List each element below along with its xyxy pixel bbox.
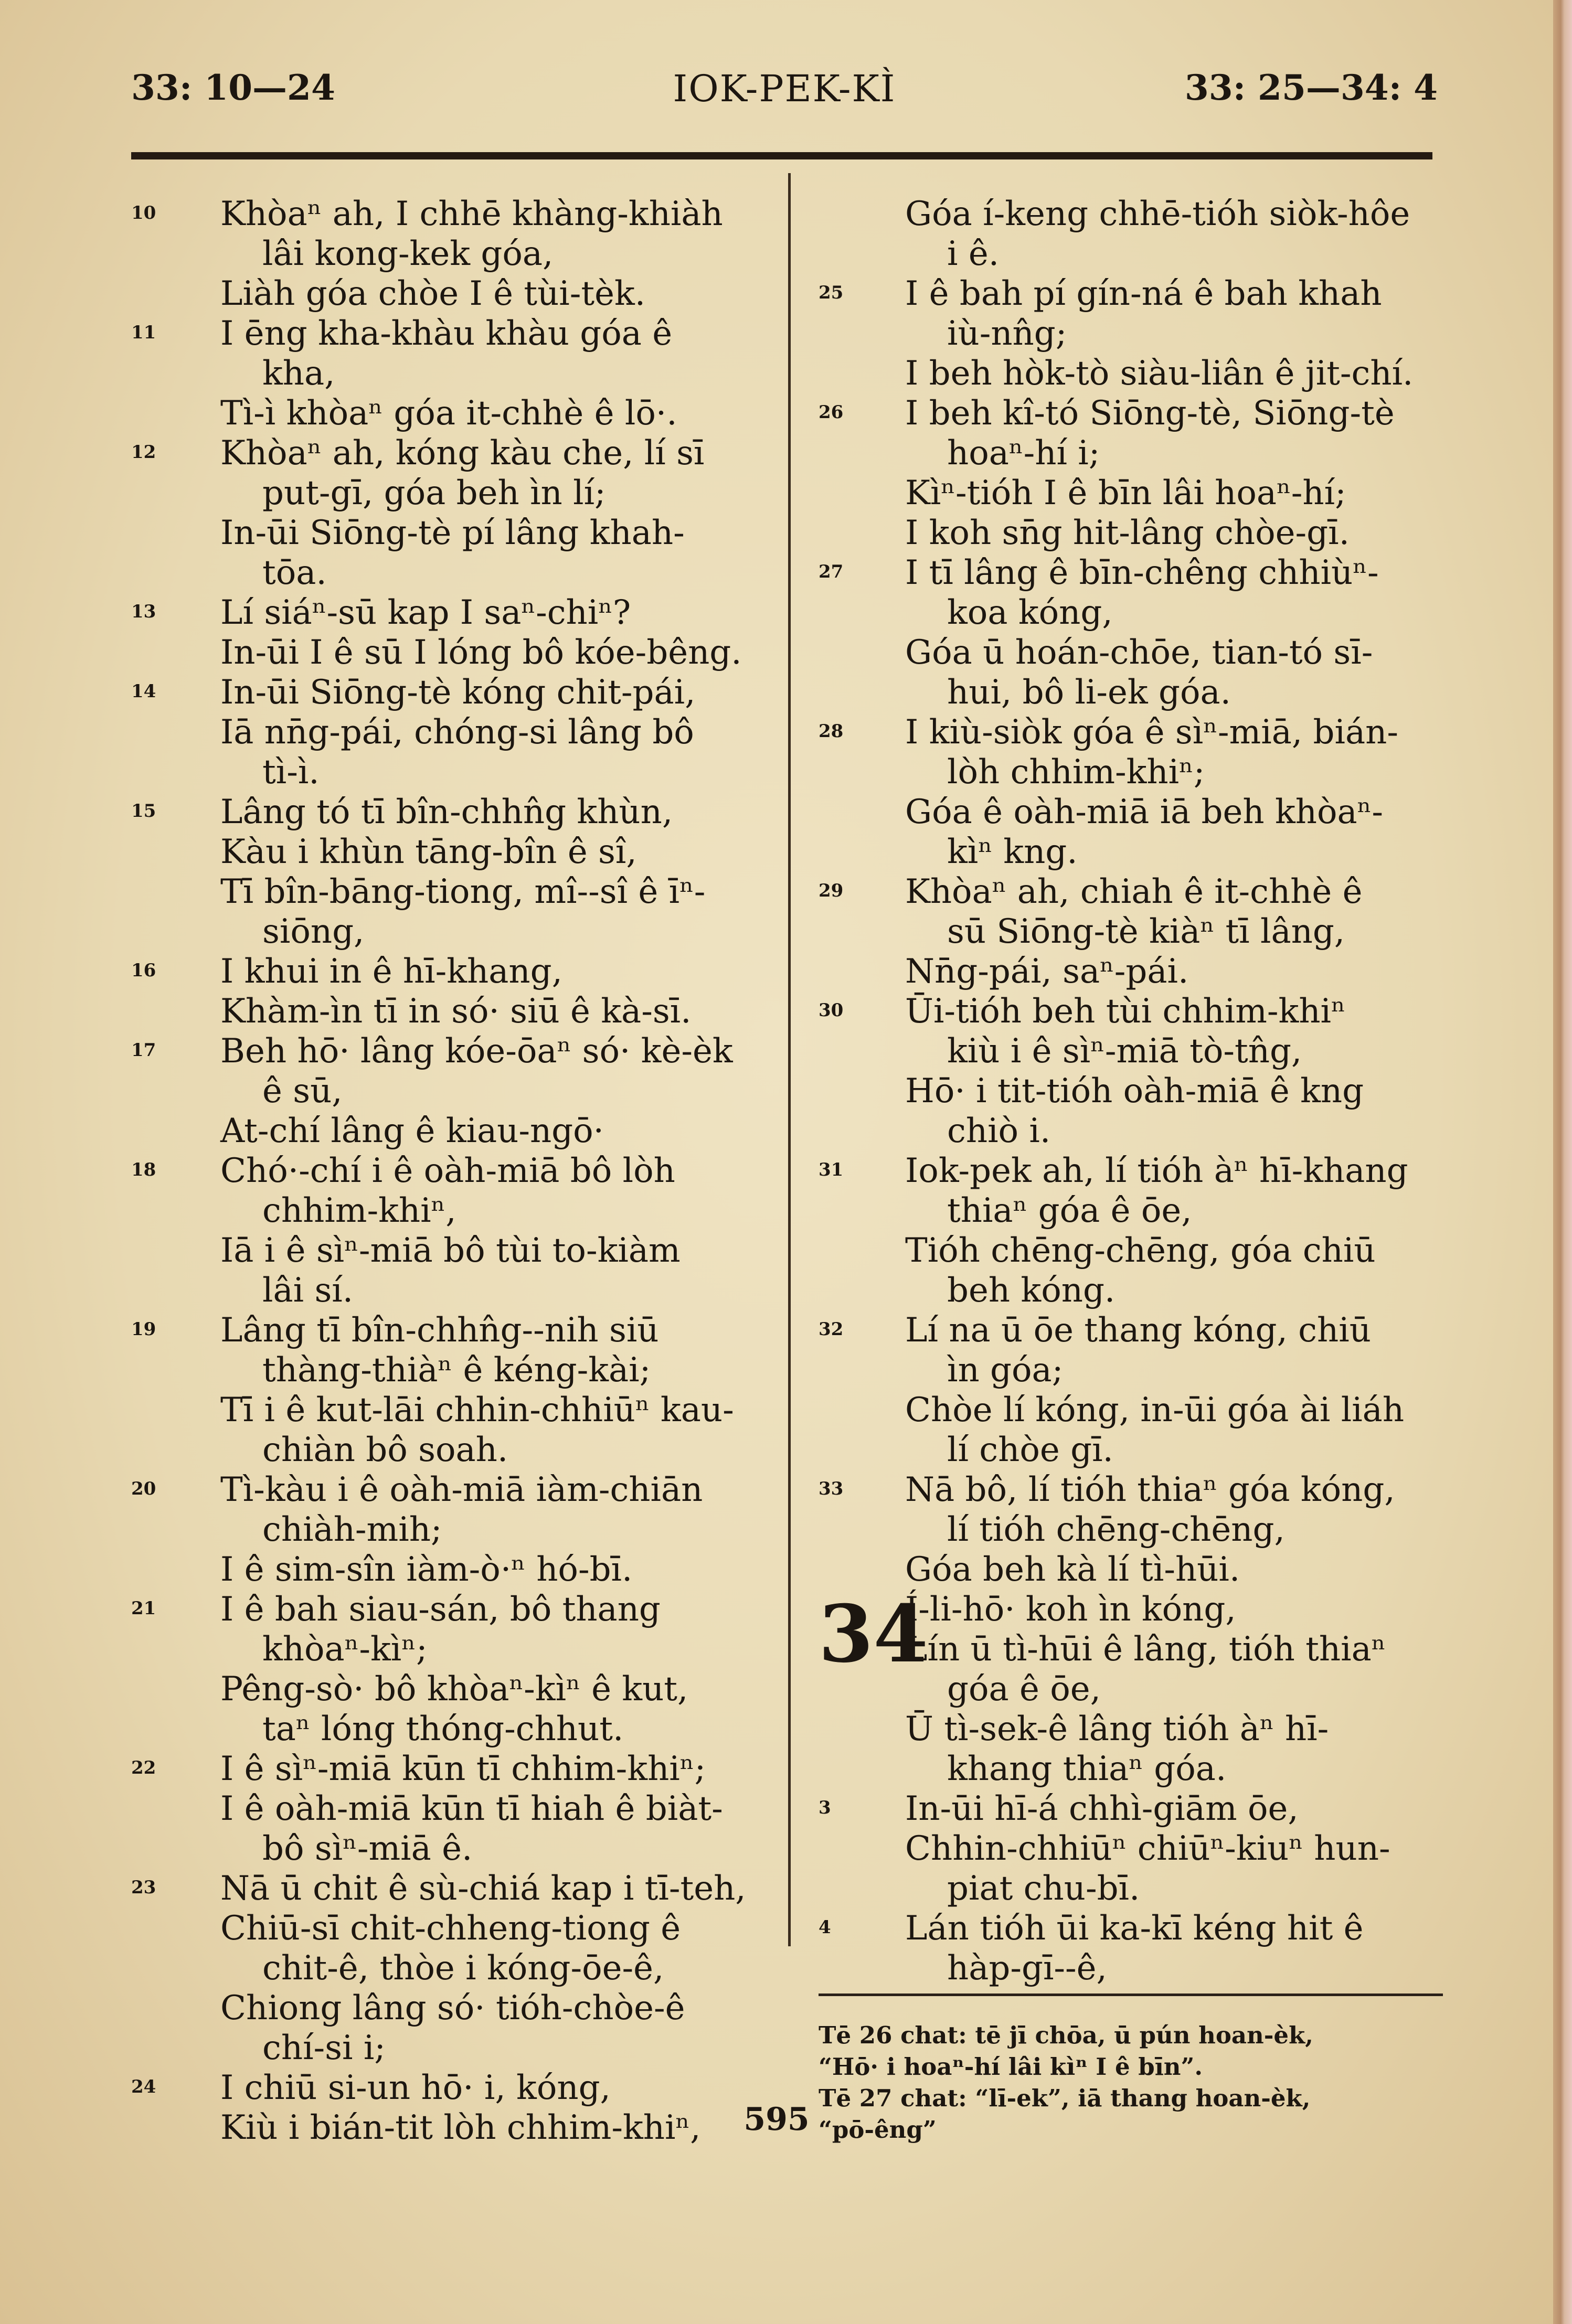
- page-number: 595: [743, 2101, 810, 2138]
- verse-line: I ēng kha-khàu khàu góa ê: [220, 314, 673, 353]
- verse-line: iù-nn̂g;: [947, 314, 1067, 353]
- verse-line: I khui in ê hī-khang,: [220, 952, 562, 991]
- verse-line: Khòaⁿ ah, I chhē khàng-khiàh: [220, 195, 723, 233]
- verse-line: I beh hòk-tò siàu-liân ê jit-chí.: [905, 354, 1414, 393]
- verse: [131, 1470, 777, 1590]
- verse: [131, 593, 777, 673]
- verse-line: Kàu i khùn tāng-bîn ê sî,: [220, 833, 637, 871]
- verse-line: piat chu-bī.: [947, 1869, 1140, 1908]
- verse: [819, 393, 1448, 553]
- verse-line: Chhin-chhiūⁿ chiūⁿ-kiuⁿ hun-: [905, 1829, 1390, 1868]
- verse: [819, 872, 1448, 992]
- verse-line: lí chòe gī.: [947, 1431, 1113, 1469]
- column-divider: [788, 173, 791, 1946]
- verse-line: Chó·-chí i ê oàh-miā bô lòh: [220, 1152, 675, 1190]
- verse-line: lâi sí.: [262, 1271, 354, 1310]
- left-column: [131, 194, 777, 2148]
- footnote-line: “pō-êng”: [819, 2116, 937, 2144]
- verse-line: ê sū,: [262, 1072, 343, 1111]
- verse-line: put-gī, góa beh ìn lí;: [262, 474, 606, 513]
- verse-line: Iā nn̄g-pái, chóng-si lâng bô: [220, 713, 694, 752]
- verse-number: 28: [819, 721, 844, 742]
- verse-line: Lín ū tì-hūi ê lâng, tióh thiaⁿ: [905, 1630, 1386, 1669]
- verse-line: Pêng-sò· bô khòaⁿ-kìⁿ ê kut,: [220, 1670, 688, 1709]
- verse-number: 32: [819, 1319, 844, 1340]
- verse-number: 21: [131, 1598, 156, 1619]
- verse-line: sū Siōng-tè kiàⁿ tī lâng,: [947, 912, 1345, 951]
- verse: [819, 1151, 1448, 1310]
- verse-line: khòaⁿ-kìⁿ;: [262, 1630, 428, 1669]
- verse-line: I kiù-siòk góa ê sìⁿ-miā, bián-: [905, 713, 1398, 752]
- verse-number: 24: [131, 2076, 156, 2097]
- verse: [131, 1869, 777, 2068]
- verse-line: Nā bô, lí tióh thiaⁿ góa kóng,: [905, 1470, 1395, 1509]
- verse-number: 20: [131, 1478, 156, 1499]
- verse-number: 19: [131, 1319, 156, 1340]
- verse-line: chiò i.: [947, 1112, 1051, 1150]
- verse-line: lòh chhim-khiⁿ;: [947, 753, 1205, 792]
- verse-line: lí tióh chēng-chēng,: [947, 1510, 1285, 1549]
- verse-number: 10: [131, 202, 156, 223]
- verse-line: Tì-kàu i ê oàh-miā iàm-chiān: [220, 1470, 703, 1509]
- verse-line: kìⁿ kng.: [947, 833, 1078, 871]
- verse-number: 13: [131, 601, 156, 622]
- verse: [131, 1590, 777, 1749]
- verse-line: góa ê ōe,: [947, 1670, 1101, 1709]
- verse-line: i ê.: [947, 234, 1000, 273]
- verse-line: bô sìⁿ-miā ê.: [262, 1829, 473, 1868]
- verse-line: thiaⁿ góa ê ōe,: [947, 1191, 1192, 1230]
- verse-number: 27: [819, 561, 844, 582]
- header-book-title: IOK-PEK-KÌ: [673, 67, 896, 110]
- verse-line: In-ūi I ê sū I lóng bô kóe-bêng.: [220, 633, 742, 672]
- verse: [131, 1749, 777, 1869]
- verse-line: chiàn bô soah.: [262, 1431, 508, 1469]
- verse-line: At-chí lâng ê kiau-ngō·: [220, 1112, 604, 1150]
- verse-number: 14: [131, 681, 156, 702]
- verse-number: 12: [131, 442, 156, 463]
- verse-line: koa kóng,: [947, 593, 1113, 632]
- verse-line: Lâng tó tī bîn-chhn̂g khùn,: [220, 793, 673, 831]
- verse-line: Tióh chēng-chēng, góa chiū: [905, 1231, 1376, 1270]
- verse: [131, 433, 777, 593]
- verse-line: Lâng tī bîn-chhn̂g--nih siū: [220, 1311, 659, 1350]
- verse: [131, 1031, 777, 1151]
- verse-line: Tī i ê kut-lāi chhin-chhiūⁿ kau-: [220, 1391, 734, 1430]
- verse-number: 4: [819, 1917, 831, 1938]
- verse-line: In-ūi hī-á chhì-giām ōe,: [905, 1789, 1299, 1828]
- footnote-line: Tē 27 chat: “lī-ek”, iā thang hoan-èk,: [819, 2084, 1311, 2112]
- verse-line: Lí siáⁿ-sū kap I saⁿ-chiⁿ?: [220, 593, 631, 632]
- verse-line: chiàh-mih;: [262, 1510, 442, 1549]
- verse-number: 33: [819, 1478, 844, 1499]
- verse-line: hoaⁿ-hí i;: [947, 434, 1100, 473]
- verse: [819, 1909, 1448, 1988]
- verse-number: 11: [131, 322, 156, 343]
- verse-line: Góa ê oàh-miā iā beh khòaⁿ-: [905, 793, 1383, 831]
- verse-number: 17: [131, 1040, 156, 1061]
- verse-number: 29: [819, 880, 844, 901]
- verse-line: Tì-ì khòaⁿ góa it-chhè ê lō·.: [220, 394, 677, 433]
- verse-line: Iok-pek ah, lí tióh àⁿ hī-khang: [905, 1152, 1408, 1190]
- footnote-rule: [819, 1993, 1443, 1996]
- verse-line: Nā ū chit ê sù-chiá kap i tī-teh,: [220, 1869, 746, 1908]
- verse-number: 18: [131, 1159, 156, 1180]
- verse-line: Chiong lâng só· tióh-chòe-ê: [220, 1989, 685, 2028]
- chapter-number: 34: [819, 1588, 928, 1680]
- verse-line: Tī bîn-bāng-tiong, mî--sî ê īⁿ-: [220, 872, 706, 911]
- verse-line: Ū tì-sek-ê lâng tióh àⁿ hī-: [905, 1710, 1329, 1749]
- verse-line: Lán tióh ūi ka-kī kéng hit ê: [905, 1909, 1364, 1948]
- page-edge: [1553, 0, 1572, 2324]
- verse-line: Hō· i tit-tióh oàh-miā ê kng: [905, 1072, 1364, 1111]
- verse-line: Nn̄g-pái, saⁿ-pái.: [905, 952, 1189, 991]
- verse: [819, 1590, 1448, 1789]
- verse-line: I ê oàh-miā kūn tī hiah ê biàt-: [220, 1789, 723, 1828]
- page-header: [131, 62, 1438, 120]
- verse: [819, 1789, 1448, 1909]
- verse-line: I chiū si-un hō· i, kóng,: [220, 2069, 611, 2107]
- verse-line: Lí na ū ōe thang kóng, chiū: [905, 1311, 1371, 1350]
- verse: [131, 792, 777, 952]
- header-left-reference: 33: 10—24: [131, 67, 335, 108]
- verse-line: hui, bô li-ek góa.: [947, 673, 1231, 712]
- verse-number: 30: [819, 1000, 844, 1021]
- verse: [819, 992, 1448, 1151]
- verse: [131, 673, 777, 792]
- verse: [131, 1151, 777, 1310]
- verse-line: lâi kong-kek góa,: [262, 234, 554, 273]
- verse-line: chhim-khiⁿ,: [262, 1191, 456, 1230]
- verse-number: 23: [131, 1877, 156, 1898]
- verse: [131, 314, 777, 433]
- verse-line: Khòaⁿ ah, chiah ê it-chhè ê: [905, 872, 1363, 911]
- verse-line: Góa beh kà lí tì-hūi.: [905, 1550, 1240, 1589]
- verse-line: tōa.: [262, 553, 327, 592]
- verse-line: Iā i ê sìⁿ-miā bô tùi to-kiàm: [220, 1231, 681, 1270]
- verse-number: 16: [131, 960, 156, 981]
- verse: [819, 712, 1448, 872]
- verse-line: Góa í-keng chhē-tióh siòk-hôe: [905, 195, 1410, 233]
- verse-line: I beh kî-tó Siōng-tè, Siōng-tè: [905, 394, 1395, 433]
- verse-number: 22: [131, 1757, 156, 1778]
- verse-line: Liàh góa chòe I ê tùi-tèk.: [220, 274, 646, 313]
- verse-line: kiù i ê sìⁿ-miā tò-tn̂g,: [947, 1032, 1302, 1071]
- verse-line: Chiū-sī chit-chheng-tiong ê: [220, 1909, 681, 1948]
- verse-line: siōng,: [262, 912, 365, 951]
- verse-line: I tī lâng ê bīn-chêng chhiùⁿ-: [905, 553, 1379, 592]
- verse-line: Beh hō· lâng kóe-ōaⁿ só· kè-èk: [220, 1032, 733, 1071]
- verse-line: thàng-thiàⁿ ê kéng-kài;: [262, 1351, 651, 1390]
- verse: [131, 1310, 777, 1470]
- verse-line: chit-ê, thòe i kóng-ōe-ê,: [262, 1949, 664, 1988]
- verse-line: Kiù i bián-tit lòh chhim-khiⁿ,: [220, 2108, 701, 2147]
- verse: [819, 1470, 1448, 1590]
- verse: [819, 274, 1448, 393]
- verse: [131, 952, 777, 1031]
- verse-line: khang thiaⁿ góa.: [947, 1750, 1227, 1788]
- verse-line: beh kóng.: [947, 1271, 1116, 1310]
- verse: [819, 1310, 1448, 1470]
- header-right-reference: 33: 25—34: 4: [1184, 67, 1438, 108]
- verse-line: Khòaⁿ ah, kóng kàu che, lí sī: [220, 434, 705, 473]
- verse-line: Khàm-ìn tī in só· siū ê kà-sī.: [220, 992, 692, 1031]
- verse-line: Í-li-hō· koh ìn kóng,: [905, 1590, 1236, 1629]
- verse-line: I ê bah pí gín-ná ê bah khah: [905, 274, 1382, 313]
- verse-line: hàp-gī--ê,: [947, 1949, 1107, 1988]
- verse-line: In-ūi Siōng-tè pí lâng khah-: [220, 514, 685, 552]
- verse-line: I koh sn̄g hit-lâng chòe-gī.: [905, 514, 1350, 552]
- verse-line: Góa ū hoán-chōe, tian-tó sī-: [905, 633, 1373, 672]
- footnote-line: Tē 26 chat: tē jī chōa, ū pún hoan-èk,: [819, 2021, 1313, 2049]
- verse: [131, 194, 777, 314]
- verse-line: I ê bah siau-sán, bô thang: [220, 1590, 661, 1629]
- verse-number: 31: [819, 1159, 844, 1180]
- right-column: [819, 194, 1448, 1988]
- verse-line: Kìⁿ-tióh I ê bīn lâi hoaⁿ-hí;: [905, 474, 1346, 513]
- verse-line: Ūi-tióh beh tùi chhim-khiⁿ: [905, 992, 1346, 1031]
- verse-line: Chòe lí kóng, in-ūi góa ài liáh: [905, 1391, 1405, 1430]
- verse-line: In-ūi Siōng-tè kóng chit-pái,: [220, 673, 696, 712]
- chapter-34-block: [819, 1590, 1448, 1988]
- footnote-line: “Hō· i hoaⁿ-hí lâi kìⁿ I ê bīn”.: [819, 2053, 1203, 2081]
- verse-line: I ê sim-sîn iàm-ò·ⁿ hó-bī.: [220, 1550, 633, 1589]
- verse-line: kha,: [262, 354, 335, 393]
- verse-line: I ê sìⁿ-miā kūn tī chhim-khiⁿ;: [220, 1750, 706, 1788]
- verse-line: tì-ì.: [262, 753, 320, 792]
- verse-number: 3: [819, 1797, 831, 1818]
- header-rule: [131, 152, 1432, 159]
- verse-line: taⁿ lóng thóng-chhut.: [262, 1710, 624, 1749]
- verse-number: 26: [819, 402, 844, 423]
- verse-number: 25: [819, 282, 844, 303]
- verse: [819, 194, 1448, 274]
- verse-number: 15: [131, 801, 156, 822]
- verse-line: chí-si i;: [262, 2029, 386, 2067]
- verse: [819, 553, 1448, 712]
- verse-line: ìn góa;: [947, 1351, 1064, 1390]
